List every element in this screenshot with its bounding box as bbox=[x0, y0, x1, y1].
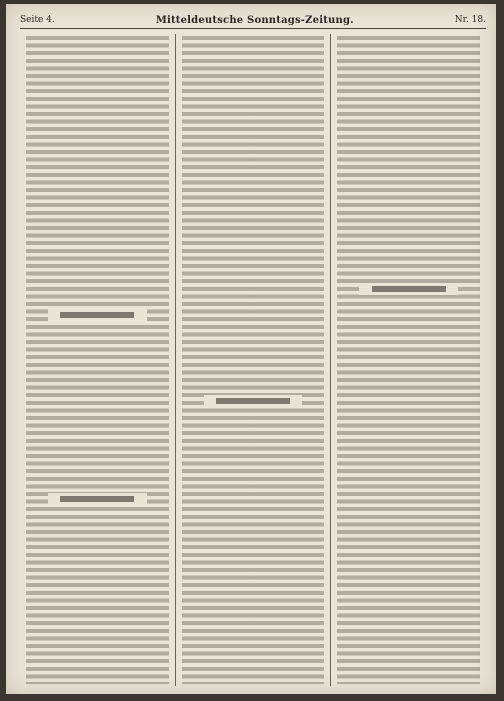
section-heading bbox=[51, 312, 144, 318]
column-middle bbox=[176, 34, 332, 686]
masthead bbox=[20, 12, 486, 29]
section-heading bbox=[207, 398, 300, 404]
section-heading bbox=[362, 286, 455, 292]
issue-number: Nr. 18. bbox=[454, 15, 486, 25]
text-columns bbox=[20, 34, 486, 686]
newspaper-title: Mitteldeutsche Sonntags-Zeitung. bbox=[155, 14, 354, 26]
page-number: Seite 4. bbox=[20, 15, 55, 25]
section-heading bbox=[51, 496, 144, 502]
newspaper-page bbox=[6, 4, 496, 694]
column-left bbox=[20, 34, 176, 686]
column-right bbox=[331, 34, 486, 686]
